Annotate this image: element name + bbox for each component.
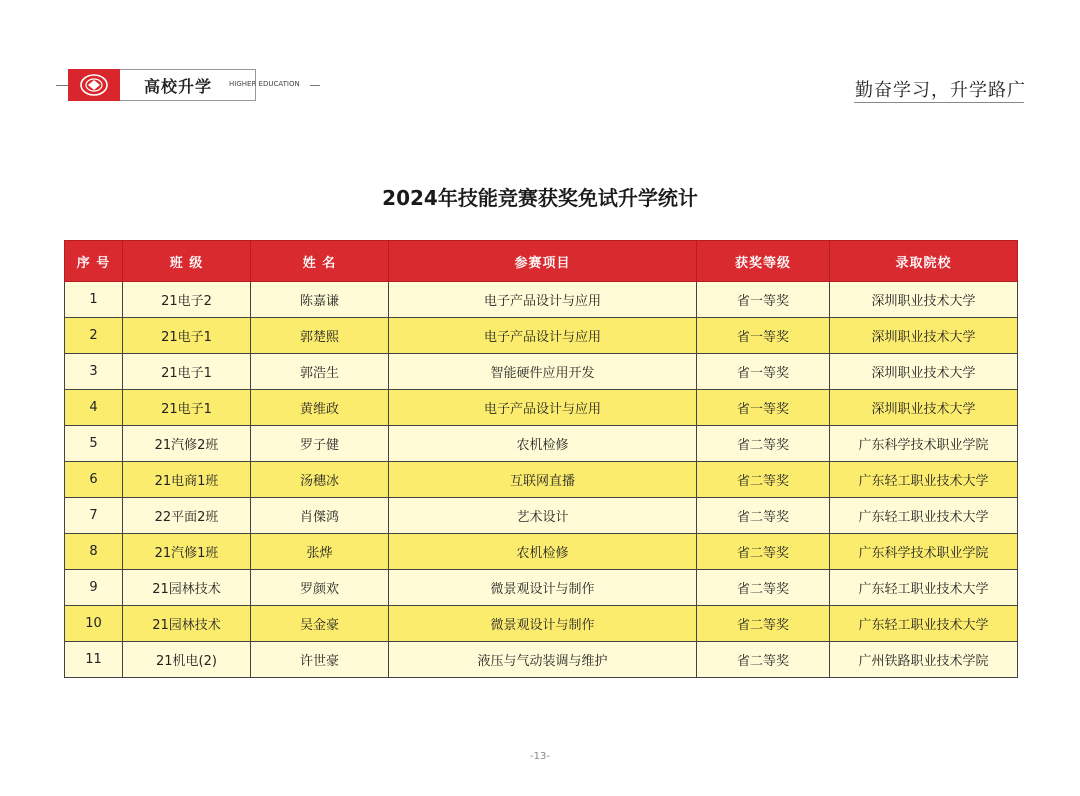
header-index: 序 号	[65, 241, 123, 282]
cell-name: 吴金豪	[251, 606, 389, 642]
header-name: 姓 名	[251, 241, 389, 282]
cell-event: 微景观设计与制作	[389, 606, 697, 642]
cell-award: 省二等奖	[697, 426, 830, 462]
table-row	[65, 570, 1018, 606]
cell-event: 微景观设计与制作	[389, 570, 697, 606]
table-row	[65, 534, 1018, 570]
table-row	[65, 498, 1018, 534]
cell-award: 省一等奖	[697, 318, 830, 354]
slogan: 勤奋学习，升学路广	[855, 80, 1026, 101]
cell-class: 21机电(2)	[123, 642, 251, 678]
cell-award: 省二等奖	[697, 606, 830, 642]
cell-event: 电子产品设计与应用	[389, 390, 697, 426]
cell-school: 广东科学技术职业学院	[830, 534, 1018, 570]
cell-class: 21电商1班	[123, 462, 251, 498]
table-row	[65, 282, 1018, 318]
slogan-underline	[854, 102, 1024, 103]
cell-index: 2	[65, 318, 123, 354]
cell-school: 深圳职业技术大学	[830, 354, 1018, 390]
table-row	[65, 462, 1018, 498]
header-class: 班 级	[123, 241, 251, 282]
brand-subtitle: HIGHER EDUCATION	[229, 80, 300, 88]
cell-school: 深圳职业技术大学	[830, 318, 1018, 354]
table-row	[65, 426, 1018, 462]
cell-index: 3	[65, 354, 123, 390]
header-rule-right	[310, 85, 320, 86]
cell-award: 省二等奖	[697, 570, 830, 606]
cell-class: 21电子1	[123, 390, 251, 426]
cell-award: 省二等奖	[697, 642, 830, 678]
cell-event: 电子产品设计与应用	[389, 318, 697, 354]
cell-index: 9	[65, 570, 123, 606]
header-event: 参赛项目	[389, 241, 697, 282]
cell-event: 互联网直播	[389, 462, 697, 498]
cell-award: 省二等奖	[697, 462, 830, 498]
cell-event: 农机检修	[389, 426, 697, 462]
cell-name: 肖傑鸿	[251, 498, 389, 534]
cell-event: 农机检修	[389, 534, 697, 570]
cell-school: 深圳职业技术大学	[830, 390, 1018, 426]
cell-event: 电子产品设计与应用	[389, 282, 697, 318]
school-logo	[68, 69, 120, 101]
cell-class: 22平面2班	[123, 498, 251, 534]
emblem-icon	[79, 73, 109, 97]
table-row	[65, 606, 1018, 642]
header-rule-left	[56, 85, 68, 86]
cell-school: 广东轻工职业技术大学	[830, 606, 1018, 642]
cell-class: 21电子1	[123, 318, 251, 354]
cell-name: 黄维政	[251, 390, 389, 426]
cell-class: 21汽修2班	[123, 426, 251, 462]
cell-event: 智能硬件应用开发	[389, 354, 697, 390]
table-row	[65, 318, 1018, 354]
cell-index: 1	[65, 282, 123, 318]
brand-title: 高校升学	[144, 77, 213, 96]
cell-index: 11	[65, 642, 123, 678]
cell-award: 省二等奖	[697, 534, 830, 570]
table-row	[65, 642, 1018, 678]
cell-class: 21电子1	[123, 354, 251, 390]
cell-class: 21园林技术	[123, 570, 251, 606]
cell-name: 许世豪	[251, 642, 389, 678]
header-award: 获奖等级	[697, 241, 830, 282]
cell-award: 省一等奖	[697, 354, 830, 390]
table-row	[65, 390, 1018, 426]
cell-name: 张烨	[251, 534, 389, 570]
cell-name: 罗颜欢	[251, 570, 389, 606]
cell-name: 郭浩生	[251, 354, 389, 390]
cell-name: 郭楚熙	[251, 318, 389, 354]
awards-table	[64, 240, 1018, 678]
page-title: 2024年技能竞赛获奖免试升学统计	[382, 186, 698, 210]
cell-event: 艺术设计	[389, 498, 697, 534]
cell-name: 汤穗冰	[251, 462, 389, 498]
cell-school: 广东轻工职业技术大学	[830, 498, 1018, 534]
cell-class: 21园林技术	[123, 606, 251, 642]
cell-award: 省二等奖	[697, 498, 830, 534]
cell-class: 21汽修1班	[123, 534, 251, 570]
cell-school: 深圳职业技术大学	[830, 282, 1018, 318]
cell-name: 罗子健	[251, 426, 389, 462]
cell-index: 7	[65, 498, 123, 534]
cell-index: 6	[65, 462, 123, 498]
cell-index: 4	[65, 390, 123, 426]
table-header-row	[65, 241, 1018, 282]
page-number: -13-	[530, 751, 550, 762]
cell-school: 广东科学技术职业学院	[830, 426, 1018, 462]
cell-award: 省一等奖	[697, 390, 830, 426]
cell-index: 8	[65, 534, 123, 570]
cell-index: 5	[65, 426, 123, 462]
cell-event: 液压与气动装调与维护	[389, 642, 697, 678]
table-row	[65, 354, 1018, 390]
cell-school: 广东轻工职业技术大学	[830, 462, 1018, 498]
cell-award: 省一等奖	[697, 282, 830, 318]
cell-school: 广东轻工职业技术大学	[830, 570, 1018, 606]
cell-index: 10	[65, 606, 123, 642]
header-school: 录取院校	[830, 241, 1018, 282]
cell-school: 广州铁路职业技术学院	[830, 642, 1018, 678]
cell-name: 陈嘉谦	[251, 282, 389, 318]
cell-class: 21电子2	[123, 282, 251, 318]
